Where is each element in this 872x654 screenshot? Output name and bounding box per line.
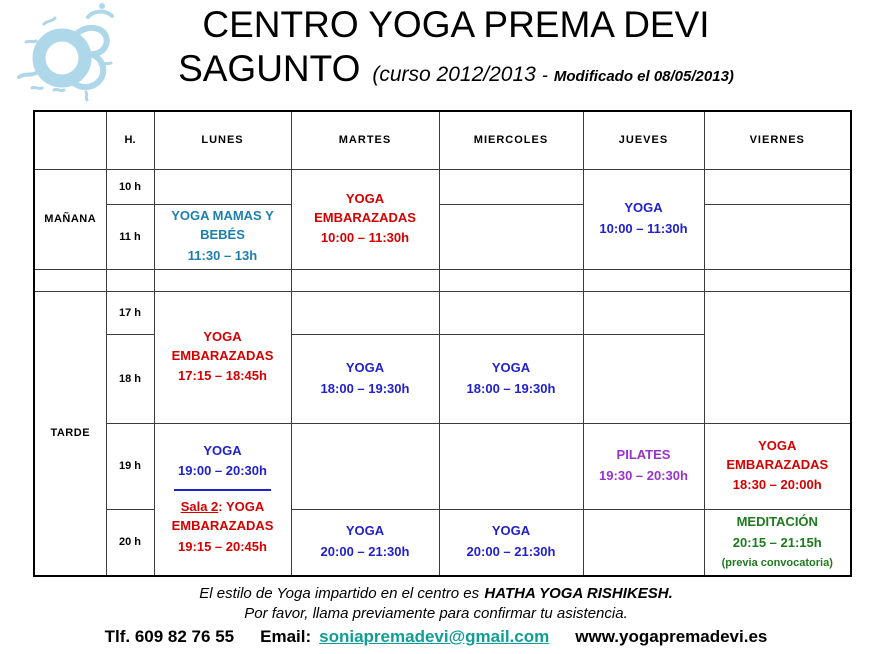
class-time: 11:30 – 13h [187, 247, 258, 263]
class-title: YOGA EMBARAZADAS [314, 190, 416, 225]
hour-11: 11 h [106, 204, 154, 269]
band-cell [106, 269, 154, 291]
page-subtitle-line [40, 48, 872, 90]
class-time: 19:00 – 20:30h [178, 463, 267, 479]
class-time: 18:00 – 19:30h [466, 380, 556, 396]
page-title: CENTRO YOGA PREMA DEVI [202, 4, 710, 45]
hour-column-header: H. [106, 111, 154, 169]
cell-martes-yoga-20 [291, 509, 439, 576]
cell-lunes-yoga-mamas-bebes [154, 204, 291, 269]
day-header-viernes: VIERNES [704, 111, 851, 169]
class-time: 10:00 – 11:30h [599, 221, 688, 236]
cell-viernes-17-18-empty [704, 291, 851, 423]
course-year: (curso 2012/2013 [372, 62, 536, 86]
cell-miercoles-19h-empty [439, 423, 583, 509]
cell-martes-19h-empty [291, 423, 439, 509]
title-block [0, 0, 872, 90]
subtitle-separator: - [541, 64, 548, 85]
cell-martes-17h-empty [291, 291, 439, 334]
contact-line [0, 627, 872, 647]
band-cell [34, 269, 106, 291]
cell-martes-yoga-embarazadas-manana [291, 169, 439, 269]
cell-miercoles-10h-empty [439, 169, 583, 204]
cell-jueves-17h-empty [583, 291, 704, 334]
day-header-lunes: LUNES [154, 111, 291, 169]
website-url: www.yogapremadevi.es [575, 627, 768, 646]
page-footer [0, 584, 872, 647]
day-header-miercoles: MIERCOLES [439, 111, 583, 169]
class-time: 18:30 – 20:00h [732, 477, 822, 493]
cell-lunes-10h-empty [154, 169, 291, 204]
cell-miercoles-yoga-18 [439, 334, 583, 423]
email-group [260, 627, 549, 647]
section-tarde: TARDE [34, 291, 106, 576]
class-title: YOGA MAMAS Y BEBÉS [171, 208, 274, 243]
email-label: Email: [260, 627, 312, 646]
band-cell [704, 269, 851, 291]
cell-jueves-20h-empty [583, 509, 704, 576]
lunes-sala2-embarazadas [155, 498, 291, 557]
corner-cell [34, 111, 106, 169]
cell-miercoles-yoga-20 [439, 509, 583, 576]
schedule-table [33, 110, 852, 577]
hour-17: 17 h [106, 291, 154, 334]
cell-viernes-10h-empty [704, 169, 851, 204]
class-title: YOGA EMBARAZADAS [726, 437, 829, 472]
cell-jueves-yoga-manana [583, 169, 704, 269]
sala2-label: Sala 2 [180, 499, 219, 515]
call-line: Por favor, llama previamente para confirmar tu asistencia. [244, 604, 628, 622]
cell-lunes-yoga-y-sala2 [154, 423, 291, 576]
om-logo-icon [14, 2, 126, 102]
cell-viernes-yoga-embarazadas [704, 423, 851, 509]
lunes-night-yoga [155, 442, 291, 482]
class-title: PILATES [616, 447, 671, 463]
class-time: 19:30 – 20:30h [599, 468, 688, 483]
class-title: YOGA [203, 442, 242, 458]
class-title: YOGA [345, 359, 385, 375]
row-10h [34, 169, 851, 204]
section-manana: MAÑANA [34, 169, 106, 269]
sala2-class-title: : YOGA EMBARAZADAS [171, 499, 274, 534]
class-note: (previa convocatoria) [721, 556, 833, 569]
hour-19: 19 h [106, 423, 154, 509]
band-cell [583, 269, 704, 291]
style-line-text: El estilo de Yoga impartido en el centro es [199, 585, 480, 602]
hour-10: 10 h [106, 169, 154, 204]
class-title: YOGA EMBARAZADAS [171, 328, 274, 363]
cell-jueves-18h-empty [583, 334, 704, 423]
class-time: 20:15 – 21:15h [732, 534, 822, 550]
email-link[interactable]: soniapremadevi@gmail.com [319, 627, 550, 646]
style-name: HATHA YOGA RISHIKESH. [484, 585, 673, 602]
cell-viernes-11h-empty [704, 204, 851, 269]
band-cell [291, 269, 439, 291]
cell-miercoles-11h-empty [439, 204, 583, 269]
row-17h [34, 291, 851, 334]
day-header-jueves: JUEVES [583, 111, 704, 169]
divider-band-row [34, 269, 851, 291]
class-title: YOGA [491, 523, 531, 539]
class-title: YOGA [491, 359, 531, 375]
class-title: YOGA [624, 200, 663, 216]
cell-miercoles-17h-empty [439, 291, 583, 334]
class-time: 18:00 – 19:30h [320, 380, 410, 396]
band-cell [154, 269, 291, 291]
phone-number: Tlf. 609 82 76 55 [104, 627, 235, 646]
cell-jueves-pilates [583, 423, 704, 509]
class-title: MEDITACIÓN [736, 513, 818, 529]
hour-18: 18 h [106, 334, 154, 423]
class-time: 20:00 – 21:30h [320, 544, 410, 560]
cell-divider-line [174, 489, 272, 491]
class-time: 20:00 – 21:30h [466, 544, 556, 560]
class-time: 17:15 – 18:45h [178, 368, 267, 384]
class-time: 19:15 – 20:45h [178, 539, 267, 555]
page-title-city: SAGUNTO [178, 47, 361, 89]
day-header-martes: MARTES [291, 111, 439, 169]
class-title: YOGA [345, 523, 385, 539]
band-cell [439, 269, 583, 291]
row-19h [34, 423, 851, 509]
cell-lunes-yoga-embarazadas-tarde [154, 291, 291, 423]
class-time: 10:00 – 11:30h [320, 230, 410, 246]
row-11h [34, 204, 851, 269]
header-row [34, 111, 851, 169]
style-line [0, 584, 872, 604]
modified-date: Modificado el 08/05/2013) [553, 67, 734, 85]
cell-martes-yoga-18 [291, 334, 439, 423]
hour-20: 20 h [106, 509, 154, 576]
cell-viernes-meditacion [704, 509, 851, 576]
page-header [0, 0, 872, 110]
